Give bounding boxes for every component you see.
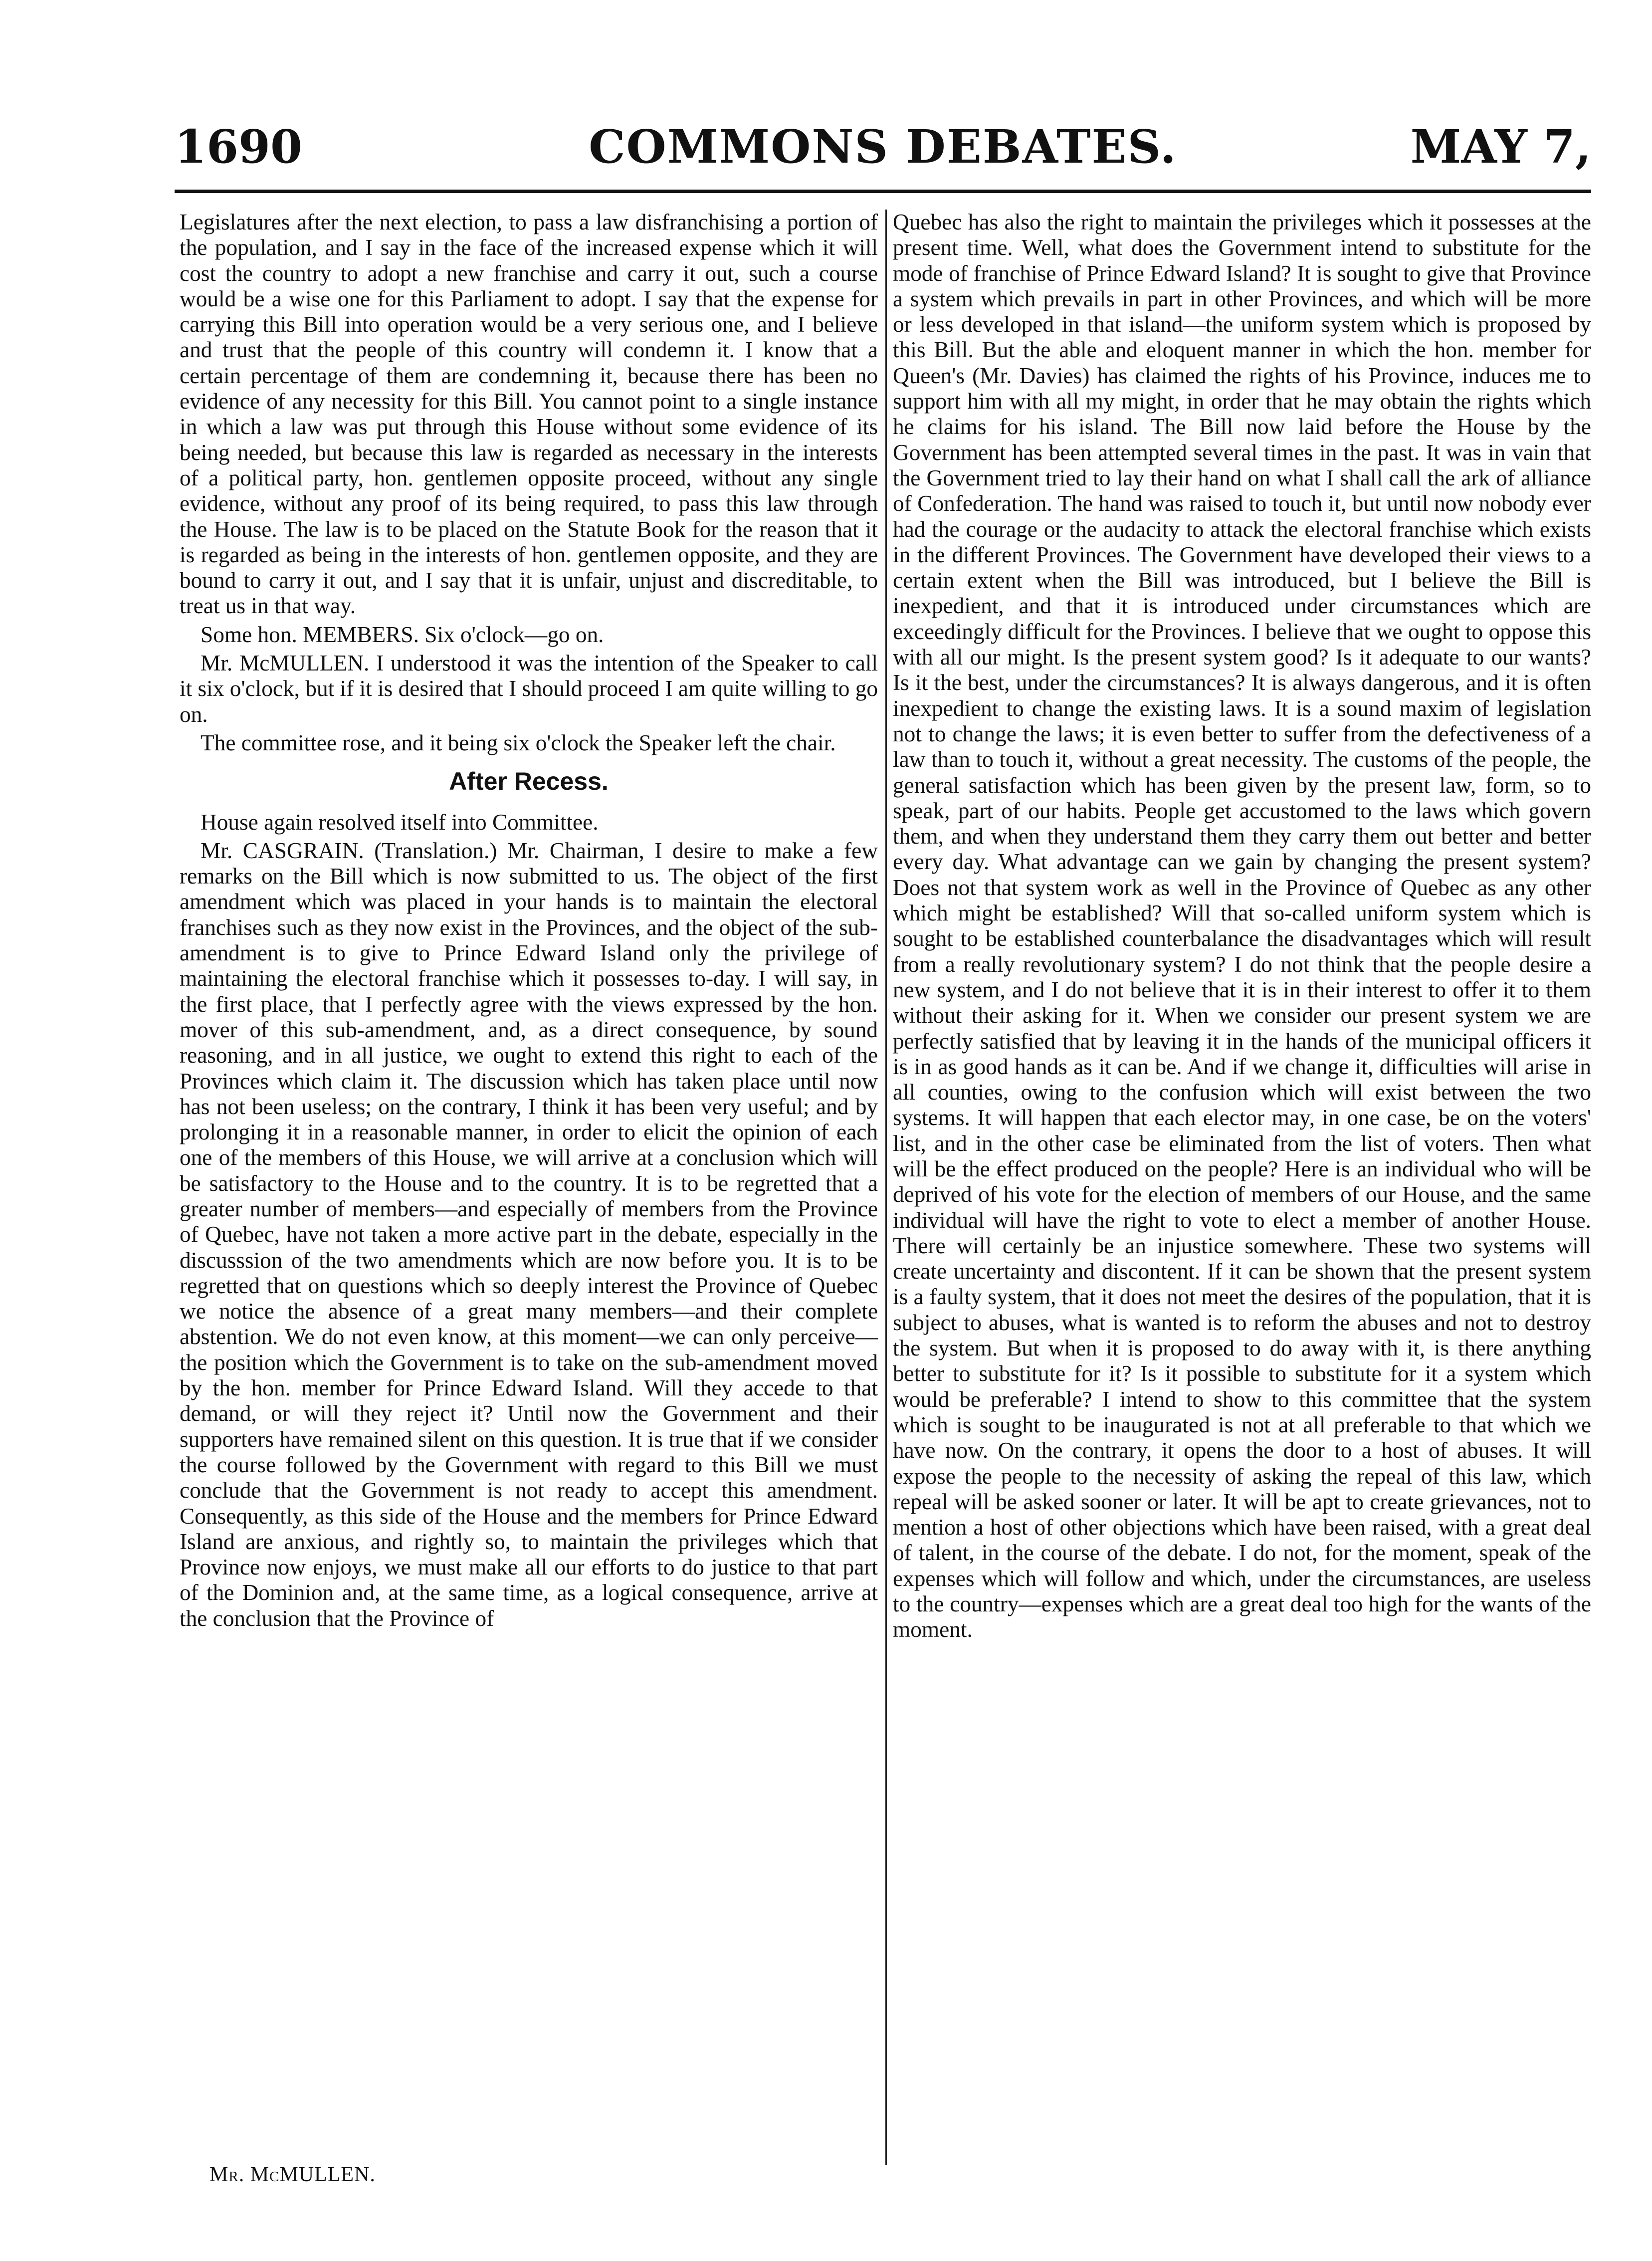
page-date: MAY 7, <box>1410 120 1591 174</box>
paragraph: The committee rose, and it being six o'clock the Speaker left the chair. <box>201 730 836 755</box>
footer-speaker-reference: Mr. McMULLEN. <box>209 2163 376 2186</box>
header-rule <box>175 190 1591 193</box>
page-title: COMMONS DEBATES. <box>589 120 1177 174</box>
left-column <box>180 210 878 1631</box>
right-column <box>893 210 1591 1643</box>
section-heading: After Recess. <box>449 767 609 796</box>
paragraph: House again resolved itself into Committee. <box>201 809 599 835</box>
paragraph: Mr. McMULLEN. I understood it was the intention of the Speaker to call it six o'clock, but if it is desired that I should proceed I am quite willing to go on. <box>180 651 878 727</box>
paragraph: Some hon. MEMBERS. Six o'clock—go on. <box>201 622 604 647</box>
paragraph: Quebec has also the right to maintain the privileges which it possesses at the present time. Well, what does the Government intend to substitute for the mode of franchise of Prince Edward Island? It is sought to give that Province a system which prevails in part in other Provinces, and which will be more or less developed in that island—the uniform system which is proposed by this Bill. But the able and eloquent manner in which the hon. member for Queen's (Mr. Davies) has claimed the rights of his Province, induces me to support him with all my might, in order that he may obtain the rights which he claims for his island. The Bill now laid before the House by the Government has been attempted several times in the past. It was in vain that the Government tried to lay their hand on what I shall call the ark of alliance of Confederation. The hand was raised to touch it, but until now nobody ever had the courage or the audacity to attack the electoral franchise which exists in the different Provinces. The Government have developed their views to a certain extent when the Bill was introduced, but I believe the Bill is inexpedient, and that it is introduced under circumstances which are exceedingly difficult for the Provinces. I believe that we ought to oppose this with all our might. Is the present system good? Is it adequate to our wants? Is it the best, under the circumstances? It is always dangerous, and it is often inexpedient to change the existing laws. It is a sound maxim of legislation not to change the laws; it is even better to suffer from the defectiveness of a law than to touch it, without a great necessity. The customs of the people, the general satisfaction which has been given by the present law, form, so to speak, part of our habits. People get accustomed to the laws which govern them, and when they understand them they carry them out better and better every day. What advantage can we gain by changing the present system? Does not that system work as well in the Province of Quebec as any other which might be established? Will that so-called uniform system which is sought to be established counterbalance the disadvantages which will result from a really revolutionary system? I do not think that the people desire a new system, and I do not believe that it is in their interest to offer it to them without their asking for it. When we consider our present system we are perfectly satisfied that by leaving it in the hands of the municipal officers it is in as good hands as it can be. And if we change it, difficulties will arise in all counties, owing to the confusion which will exist between the two systems. It will happen that each elector may, in one case, be on the voters' list, and in the other case be eliminated from the list of voters. Then what will be the effect produced on the people? Here is an individual who will be deprived of his vote for the election of members of our House, and the same individual will have the right to vote to elect a member of another House. There will certainly be an injustice somewhere. These two systems will create uncertainty and discontent. If it can be shown that the present system is a faulty system, that it does not meet the desires of the population, that it is subject to abuses, what is wanted is to reform the abuses and not to destroy the system. But when it is proposed to do away with it, is there anything better to substitute for it? Is it possible to substitute for it a system which would be preferable? I intend to show to this committee that the system which is sought to be inaugurated is not at all preferable to that which we have now. On the contrary, it opens the door to a host of abuses. It will expose the people to the necessity of asking the repeal of this law, which repeal will be asked sooner or later. It will be apt to create grievances, not to mention a host of other objections which have been raised, with a great deal of talent, in the course of the debate. I do not, for the moment, speak of the expenses which will follow and which, under the circumstances, are useless to the country—expenses which are a great deal too high for the wants of the moment. <box>893 210 1591 1642</box>
paragraph: Mr. CASGRAIN. (Translation.) Mr. Chairman, I desire to make a few remarks on the Bill which is now submitted to us. The object of the first amendment which was placed in your hands is to maintain the electoral franchises such as they now exist in the Provinces, and the object of the sub-amendment is to give to Prince Edward Island only the privilege of maintaining the electoral franchise which it possesses to-day. I will say, in the first place, that I perfectly agree with the views expressed by the hon. mover of this sub-amendment, and, as a direct consequence, by sound reasoning, and in all justice, we ought to extend this right to each of the Provinces which claim it. The discussion which has taken place until now has not been useless; on the contrary, I think it has been very useful; and by prolonging it in a reasonable manner, in order to elicit the opinion of each one of the members of this House, we will arrive at a conclusion which will be satisfactory to the House and to the country. It is to be regretted that a greater number of members—and especially of members from the Province of Quebec, have not taken a more active part in the debate, especially in the discusssion of the two amendments which are now before you. It is to be regretted that on questions which so deeply interest the Province of Quebec we notice the absence of a great many members—and their complete abstention. We do not even know, at this moment—we can only perceive—the position which the Government is to take on the sub-amendment moved by the hon. member for Prince Edward Island. Will they accede to that demand, or will they reject it? Until now the Government and their supporters have remained silent on this question. It is true that if we consider the course followed by the Government with regard to this Bill we must conclude that the Government is not ready to accept this amendment. Consequently, as this side of the House and the members for Prince Edward Island are anxious, and rightly so, to maintain the privileges which that Province now enjoys, we must make all our efforts to do justice to that part of the Dominion and, at the same time, as a logical consequence, arrive at the conclusion that the Province of <box>180 838 878 1631</box>
page-header <box>175 120 1591 180</box>
column-divider <box>885 210 887 2165</box>
paragraph: Legislatures after the next election, to pass a law disfranchising a portion of the population, and I say in the face of the increased expense which it will cost the country to adopt a new franchise and carry it out, such a course would be a wise one for this Parliament to adopt. I say that the expense for carrying this Bill into operation would be a very serious one, and I believe and trust that the people of this country will condemn it. I know that a certain percentage of them are condemning it, because there has been no evidence of any necessity for this Bill. You cannot point to a single instance in which a law was put through this House without some evidence of its being needed, but because this law is regarded as necessary in the interests of a political party, hon. gentlemen opposite proceed, without any single evidence, without any proof of its being required, to pass this law through the House. The law is to be placed on the Statute Book for the reason that it is regarded as being in the interests of hon. gentlemen opposite, and they are bound to carry it out, and I say that it is unfair, unjust and discreditable, to treat us in that way. <box>180 210 878 619</box>
page-number: 1690 <box>175 120 303 174</box>
